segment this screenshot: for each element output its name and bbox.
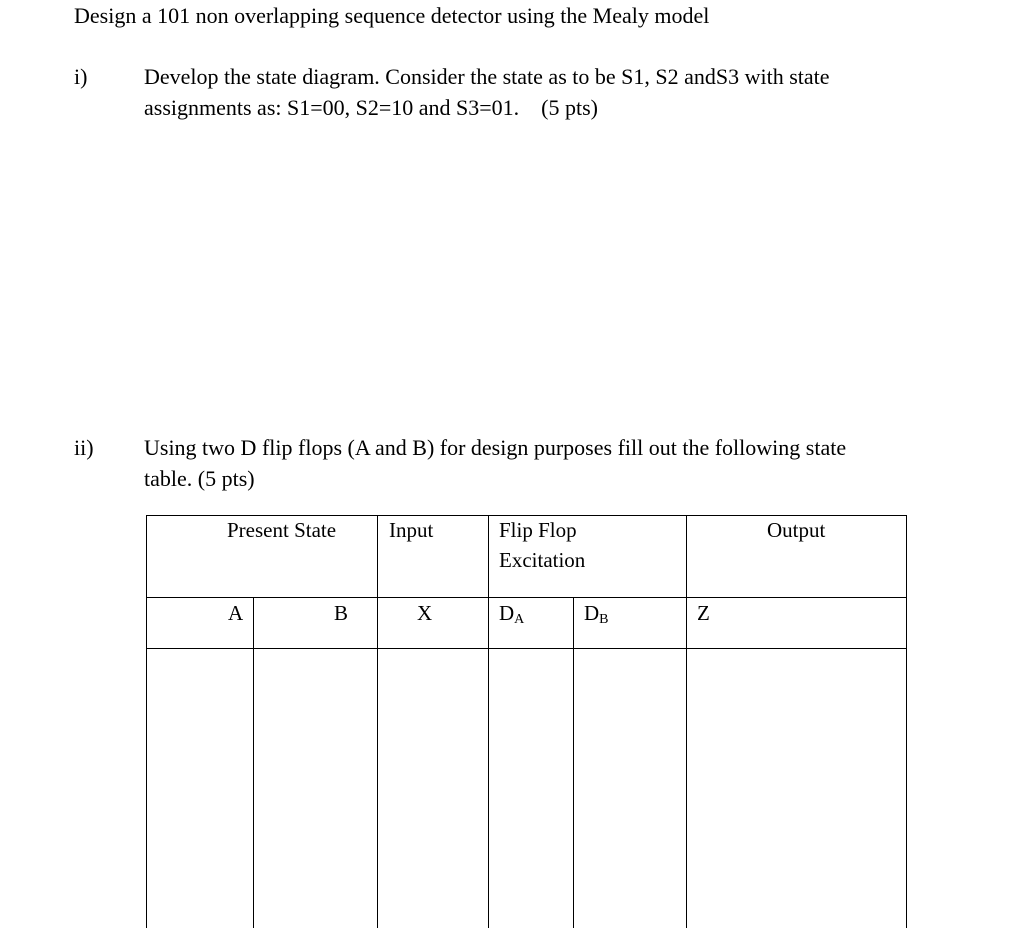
column-b: B — [334, 601, 349, 625]
table-col-divider-state-input — [377, 515, 378, 928]
column-db-subscript: B — [599, 612, 609, 627]
document-title: Design a 101 non overlapping sequence detector using the Mealy model — [74, 3, 710, 28]
table-col-divider-input-excitation — [488, 515, 489, 928]
question-2-text-line-1: Using two D flip flops (A and B) for design purposes fill out the following state — [144, 435, 847, 460]
table-subheader-divider — [146, 648, 907, 649]
table-col-divider-da-db — [573, 597, 574, 928]
table-header-divider — [146, 597, 907, 598]
column-db — [584, 598, 609, 628]
column-z: Z — [697, 601, 710, 625]
header-excitation: Excitation — [499, 548, 586, 572]
column-da-main: D — [499, 601, 515, 625]
table-col-divider-a-b — [253, 597, 254, 928]
question-1-text-line-2: assignments as: S1=00, S2=10 and S3=01. (5 pts) — [144, 95, 599, 120]
question-2-number: ii) — [74, 435, 94, 460]
column-db-main: D — [584, 601, 600, 625]
header-present-state: Present State — [227, 518, 337, 542]
question-2-text-line-2: table. (5 pts) — [144, 466, 255, 491]
table-right-border — [906, 515, 907, 928]
column-da — [499, 598, 524, 628]
table-col-divider-excitation-output — [686, 515, 687, 928]
column-a: A — [228, 601, 244, 625]
header-output: Output — [767, 518, 826, 542]
question-1-number: i) — [74, 64, 88, 89]
question-1-text-line-1: Develop the state diagram. Consider the state as to be S1, S2 andS3 with state — [144, 64, 830, 89]
header-input: Input — [389, 518, 434, 542]
column-da-subscript: A — [514, 612, 525, 627]
header-flip-flop: Flip Flop — [499, 518, 577, 542]
table-left-border — [146, 515, 147, 928]
column-x: X — [417, 601, 433, 625]
